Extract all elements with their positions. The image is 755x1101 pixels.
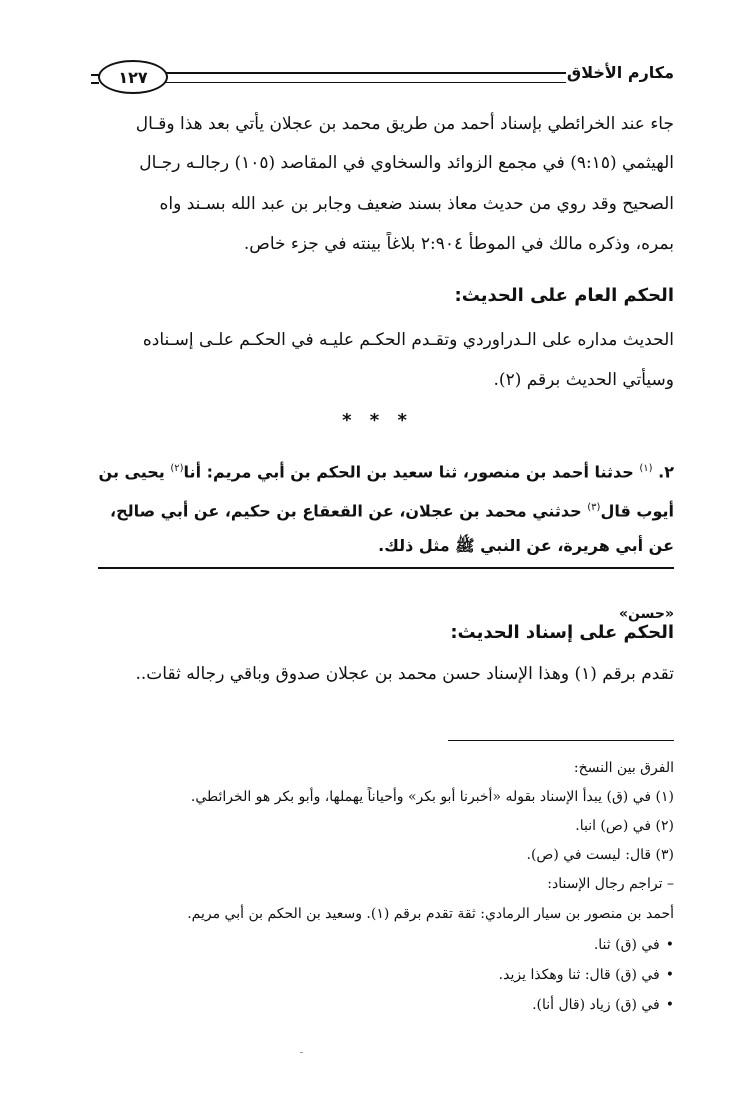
hadith-text: يحيى بن	[98, 462, 171, 482]
hadith-text: أيوب قال	[600, 501, 674, 521]
footnote-item: (٣) قال: ليست في (ص).	[526, 847, 674, 863]
footnote-bullet	[98, 965, 674, 985]
section-separator: * * *	[342, 410, 413, 431]
bullet-text: في (ق) زياد (قال أنا).	[532, 997, 660, 1013]
badge-ornament	[91, 74, 99, 84]
paragraph-line: الصحيح وقد روي من حديث معاذ بسند ضعيف وجابر بن عبد الله بسـند واه	[159, 194, 674, 214]
paragraph-line: الحديث مداره على الـدراوردي وتقـدم الحكـم عليـه في الحكـم علـى إسـناده	[142, 330, 674, 350]
narrator-entry: أحمد بن منصور بن سيار الرمادي: ثقة تقدم برقم (١). وسعيد بن الحكم بن أبي مريم.	[187, 906, 674, 922]
section-heading: الحكم على إسناد الحديث:	[450, 622, 674, 643]
hadith-number: ٢.	[652, 462, 674, 482]
hadith-line	[98, 456, 674, 485]
header-rule	[158, 72, 566, 83]
narrators-title: – تراجم رجال الإسناد:	[547, 876, 674, 892]
section-heading: الحكم العام على الحديث:	[454, 285, 674, 306]
hadith-line: عن أبي هريرة، عن النبي ﷺ مثل ذلك.	[378, 536, 674, 555]
bullet-icon	[660, 937, 674, 953]
bullet-icon	[660, 967, 674, 983]
page-number: ١٢٧	[118, 67, 148, 87]
footnote-ref[interactable]: (١)	[639, 463, 653, 474]
hadith-divider	[98, 567, 674, 569]
paragraph-line: الهيثمي (٩:١٥) في مجمع الزوائد والسخاوي في المقاصد (١٠٥) رجالـه رجـال	[139, 153, 674, 173]
book-title: مكارم الأخلاق	[566, 63, 674, 82]
footnote-bullet	[98, 935, 674, 955]
footnote-ref[interactable]: (٣)	[587, 502, 601, 513]
bullet-icon	[660, 997, 674, 1013]
page-header	[98, 58, 674, 98]
hadith-line	[98, 495, 674, 524]
footnote-bullet	[98, 995, 674, 1015]
bullet-text: في (ق) ثنا.	[593, 937, 660, 953]
footnote-item: (١) في (ق) يبدأ الإسناد بقوله «أخبرنا أبو بكر» وأحياناً يهملها، وأبو بكر هو الخرائطي.	[190, 789, 674, 805]
footnote-item: (٢) في (ص) انبا.	[575, 818, 674, 834]
hadith-text: حدثني محمد بن عجلان، عن القعقاع بن حكيم، عن أبي صالح،	[110, 501, 588, 521]
footnote-title: الفرق بين النسخ:	[573, 760, 674, 776]
hadith-text: حدثنا أحمد بن منصور، ثنا سعيد بن الحكم بن أبي مريم: أنا	[183, 462, 640, 482]
page-number-badge	[98, 60, 168, 94]
paragraph-line: بمره، وذكره مالك في الموطأ ٢:٩٠٤ بلاغاً بينته في جزء خاص.	[243, 234, 674, 254]
paragraph-line: وسيأتي الحديث برقم (٢).	[493, 370, 674, 390]
scan-mark	[300, 1052, 303, 1053]
hadith-grade: «حسن»	[618, 606, 674, 622]
bullet-text: في (ق) قال: ثنا وهكذا يزيد.	[498, 967, 660, 983]
footnote-ref[interactable]: (٢)	[170, 463, 184, 474]
paragraph-line: تقدم برقم (١) وهذا الإسناد حسن محمد بن عجلان صدوق وباقي رجاله ثقات..	[135, 664, 674, 684]
paragraph-line: جاء عند الخرائطي بإسناد أحمد من طريق محمد بن عجلان يأتي بعد هذا وقـال	[135, 114, 674, 134]
footnote-rule	[448, 740, 674, 741]
